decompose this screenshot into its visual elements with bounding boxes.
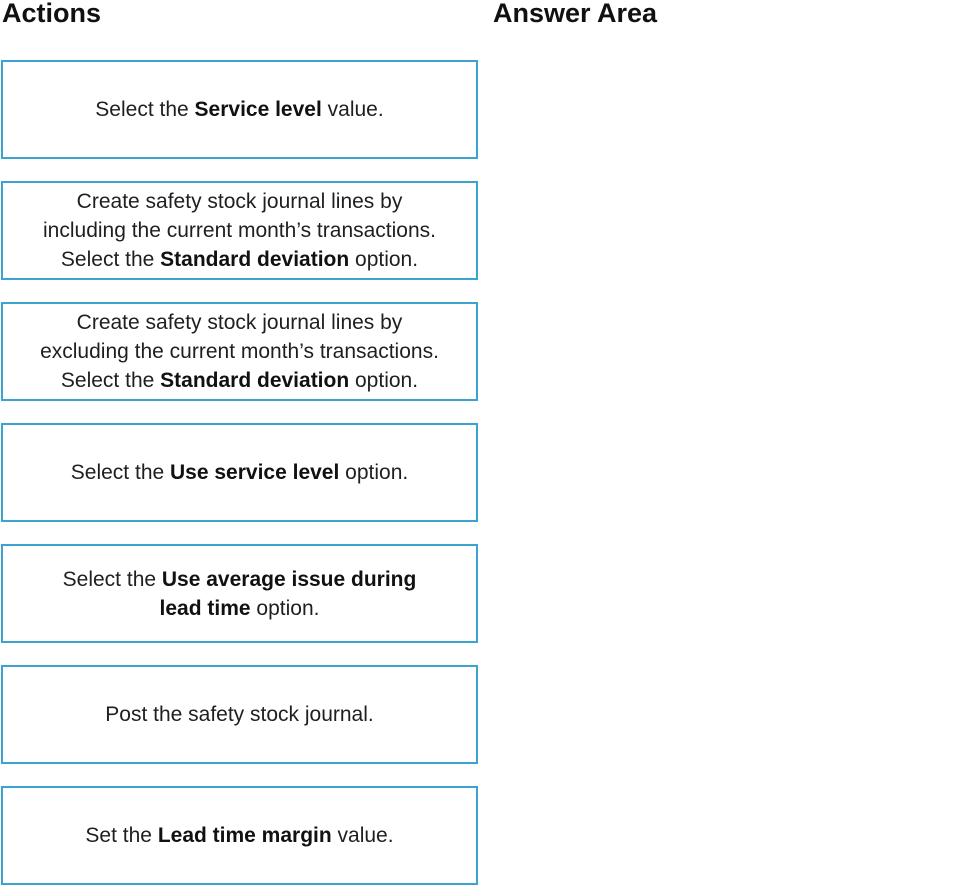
- action-item-text: [103, 700, 375, 729]
- action-plain-text: option.: [349, 369, 419, 392]
- action-item[interactable]: [1, 786, 478, 885]
- action-item[interactable]: [1, 423, 478, 522]
- action-item[interactable]: [1, 302, 478, 401]
- action-plain-text: including the current month’s transactions.: [43, 219, 436, 242]
- action-plain-text: excluding the current month’s transactions.: [40, 340, 439, 363]
- action-plain-text: Select the: [60, 248, 161, 271]
- action-plain-text: option.: [339, 461, 409, 484]
- action-item-text: [83, 821, 395, 850]
- action-bold-text: Lead time margin: [157, 824, 332, 847]
- action-item-text: [61, 565, 419, 623]
- action-item-text: [69, 458, 410, 487]
- action-plain-text: Select the: [70, 461, 171, 484]
- action-plain-text: value.: [321, 98, 384, 121]
- action-plain-text: value.: [331, 824, 394, 847]
- action-item[interactable]: [1, 181, 478, 280]
- action-plain-text: Select the: [60, 369, 161, 392]
- action-bold-text: lead time: [159, 596, 251, 620]
- action-item[interactable]: [1, 665, 478, 764]
- action-plain-text: option.: [349, 248, 419, 271]
- action-bold-text: Standard deviation: [160, 369, 350, 392]
- action-plain-text: option.: [250, 596, 320, 620]
- action-plain-text: Create safety stock journal lines by: [76, 190, 403, 213]
- action-bold-text: Standard deviation: [160, 248, 350, 271]
- action-item[interactable]: [1, 544, 478, 643]
- action-plain-text: Post the safety stock journal.: [105, 703, 374, 726]
- action-plain-text: Select the: [95, 98, 195, 121]
- action-item-text: [93, 95, 385, 124]
- actions-heading: Actions: [2, 0, 102, 28]
- answer-area-dropzone[interactable]: [490, 36, 970, 884]
- action-plain-text: Set the: [85, 824, 158, 847]
- action-bold-text: Use service level: [170, 461, 340, 484]
- action-item-text: [38, 308, 441, 395]
- action-bold-text: Service level: [194, 98, 322, 121]
- action-plain-text: Select the: [62, 567, 162, 591]
- action-plain-text: Create safety stock journal lines by: [76, 311, 403, 334]
- action-item-text: [41, 187, 438, 274]
- answer-area-heading: Answer Area: [493, 0, 658, 28]
- action-bold-text: Use average issue during: [161, 567, 417, 591]
- action-item[interactable]: [1, 60, 478, 159]
